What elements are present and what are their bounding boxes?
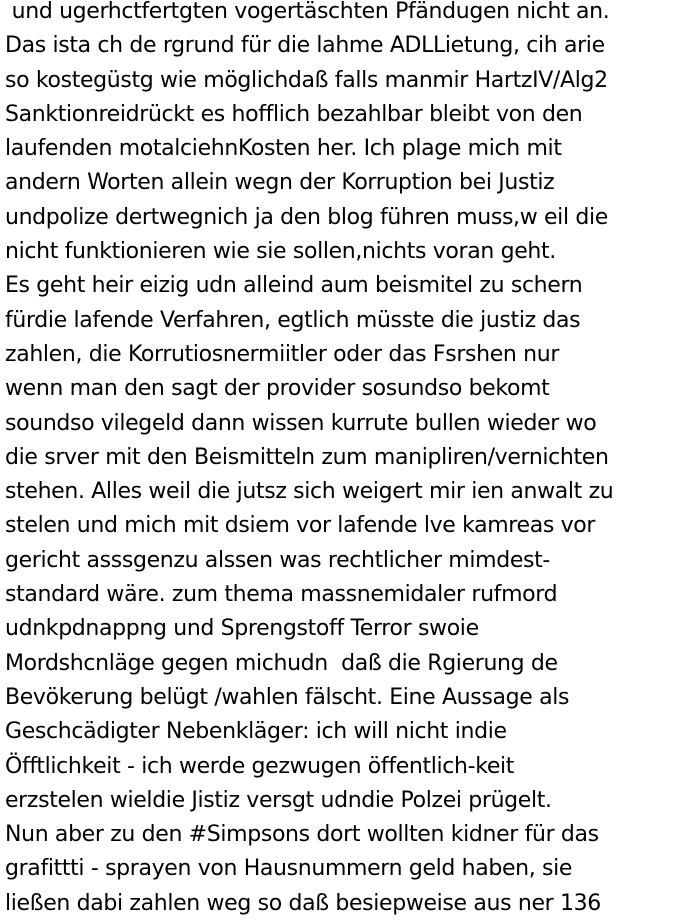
text-line-6: andern Worten allein wegn der Korruption bei Justiz bbox=[5, 170, 555, 196]
text-line-24: erzstelen wieldie Jistiz versgt udndie Polzei prügelt. bbox=[5, 787, 552, 813]
text-line-1: und ugerhctfertgten vogertäschten Pfändugen nicht an. bbox=[5, 0, 610, 24]
text-line-3: so kostegüstg wie möglichdaß falls manmir HartzIV/Alg2 bbox=[5, 67, 608, 93]
text-line-16: stelen und mich mit dsiem vor lafende lve kamreas vor bbox=[5, 513, 596, 539]
text-line-8: nicht funktionieren wie sie sollen,nichts voran geht. bbox=[5, 239, 556, 265]
text-line-19: udnkpdnappng und Sprengstoff Terror swoie bbox=[5, 616, 479, 642]
text-line-11: zahlen, die Korrutiosnermiitler oder das Fsrshen nur bbox=[5, 341, 560, 367]
text-line-27: ließen dabi zahlen weg so daß besiepweise aus ner 136 bbox=[5, 890, 601, 916]
text-line-4: Sanktionreidrückt es hofflich bezahlbar bleibt von den bbox=[5, 101, 583, 127]
text-line-18: standard wäre. zum thema massnemidaler rufmord bbox=[5, 582, 558, 608]
text-line-15: stehen. Alles weil die jutsz sich weigert mir ien anwalt zu bbox=[5, 479, 614, 505]
text-line-22: Geschcädigter Nebenkläger: ich will nicht indie bbox=[5, 719, 507, 745]
text-line-10: fürdie lafende Verfahren, egtlich müsste die justiz das bbox=[5, 307, 581, 333]
text-line-20: Mordshcnläge gegen michudn daß die Rgierung de bbox=[5, 650, 558, 676]
text-line-17: gericht asssgenzu alssen was rechtlicher mimdest- bbox=[5, 547, 550, 573]
text-line-25: Nun aber zu den #Simpsons dort wollten kidner für das bbox=[5, 822, 599, 848]
document-text bbox=[5, 0, 683, 920]
text-line-7: undpolize dertwegnich ja den blog führen muss,w eil die bbox=[5, 204, 608, 230]
text-line-12: wenn man den sagt der provider sosundso bekomt bbox=[5, 376, 550, 402]
text-line-26: grafittti - sprayen von Hausnummern geld haben, sie bbox=[5, 856, 573, 882]
text-line-23: Öfftlichkeit - ich werde gezwugen öffentlich-keit bbox=[5, 753, 515, 779]
text-line-2: Das ista ch de rgrund für die lahme ADLLietung, cih arie bbox=[5, 33, 605, 59]
text-line-5: laufenden motalciehnKosten her. Ich plage mich mit bbox=[5, 136, 562, 162]
text-line-14: die srver mit den Beismitteln zum manipliren/vernichten bbox=[5, 444, 609, 470]
text-line-21: Bevökerung belügt /wahlen fälscht. Eine Aussage als bbox=[5, 684, 570, 710]
text-line-9: Es geht heir eizig udn alleind aum beismitel zu schern bbox=[5, 273, 583, 299]
text-line-13: soundso vilegeld dann wissen kurrute bullen wieder wo bbox=[5, 410, 597, 436]
